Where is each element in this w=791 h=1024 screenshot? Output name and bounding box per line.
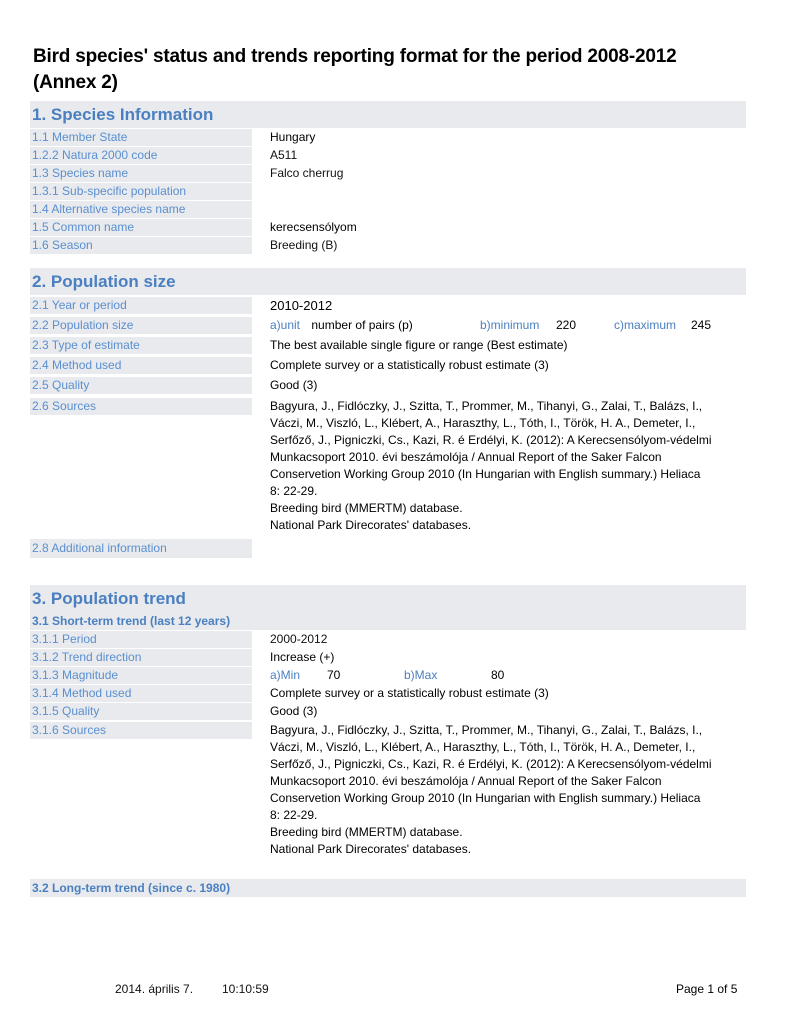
unit-key: a)unit bbox=[270, 318, 301, 332]
field-value: Increase (+) bbox=[270, 650, 335, 664]
field-label: 3.1.3 Magnitude bbox=[30, 667, 252, 684]
field-value: kerecsensólyom bbox=[270, 220, 357, 234]
maximum-value: 245 bbox=[691, 318, 712, 332]
field-label: 2.1 Year or period bbox=[30, 297, 252, 314]
maximum-key: c)maximum bbox=[614, 318, 676, 332]
field-label: 2.6 Sources bbox=[30, 398, 252, 415]
minimum-key: b)minimum bbox=[480, 318, 540, 332]
field-label: 1.3.1 Sub-specific population bbox=[30, 183, 252, 200]
footer-page-number: Page 1 of 5 bbox=[676, 982, 738, 996]
field-value: The best available single figure or range (Best estimate) bbox=[270, 338, 568, 352]
title-line-1: Bird species' status and trends reporting format for the period 2008-2012 bbox=[33, 46, 677, 67]
minimum-value: 220 bbox=[556, 318, 577, 332]
field-label: 3.1.4 Method used bbox=[30, 685, 252, 702]
field-label: 1.6 Season bbox=[30, 237, 252, 254]
sources-line: Breeding bird (MMERTM) database. bbox=[270, 825, 463, 839]
section-species-information: 1. Species Information bbox=[30, 101, 746, 128]
sources-line: Breeding bird (MMERTM) database. bbox=[270, 501, 463, 515]
min-value: 70 bbox=[327, 668, 341, 682]
min-key: a)Min bbox=[270, 668, 301, 682]
field-label: 1.5 Common name bbox=[30, 219, 252, 236]
max-key: b)Max bbox=[404, 668, 438, 682]
subsection-long-term-trend: 3.2 Long-term trend (since c. 1980) bbox=[30, 879, 746, 897]
field-label: 2.5 Quality bbox=[30, 377, 252, 394]
field-label: 1.4 Alternative species name bbox=[30, 201, 252, 218]
subsection-short-term-trend: 3.1 Short-term trend (last 12 years) bbox=[30, 612, 746, 630]
field-label: 3.1.2 Trend direction bbox=[30, 649, 252, 666]
field-label: 3.1.6 Sources bbox=[30, 722, 252, 739]
field-label: 1.1 Member State bbox=[30, 129, 252, 146]
sources-line: 8: 22-29. bbox=[270, 808, 318, 822]
sources-line: Bagyura, J., Fidlóczky, J., Szitta, T., Prommer, M., Tihanyi, G., Zalai, T., Balázs, I., bbox=[270, 723, 703, 737]
sources-text bbox=[270, 398, 742, 534]
footer-date: 2014. április 7. bbox=[115, 982, 194, 996]
field-label: 1.3 Species name bbox=[30, 165, 252, 182]
sources-line: Váczi, M., Viszló, L., Klébert, A., Haraszthy, L., Tóth, I., Török, H. A., Demeter, I., bbox=[270, 740, 696, 754]
document-title bbox=[33, 44, 753, 96]
field-label: 2.4 Method used bbox=[30, 357, 252, 374]
sources-line: Serfőző, J., Pigniczki, Cs., Kazi, R. é Erdélyi, K. (2012): A Kerecsensólyom-védelmi bbox=[270, 433, 712, 447]
field-value: Breeding (B) bbox=[270, 238, 338, 252]
field-label: 3.1.1 Period bbox=[30, 631, 252, 648]
field-value: Complete survey or a statistically robust estimate (3) bbox=[270, 358, 549, 372]
field-label: 2.3 Type of estimate bbox=[30, 337, 252, 354]
sources-line: Munkacsoport 2010. évi beszámolója / Annual Report of the Saker Falcon bbox=[270, 450, 662, 464]
sources-line: Conservetion Working Group 2010 (In Hungarian with English summary.) Heliaca bbox=[270, 791, 701, 805]
sources-line: Serfőző, J., Pigniczki, Cs., Kazi, R. é Erdélyi, K. (2012): A Kerecsensólyom-védelmi bbox=[270, 757, 712, 771]
sources-line: Váczi, M., Viszló, L., Klébert, A., Haraszthy, L., Tóth, I., Török, H. A., Demeter, I., bbox=[270, 416, 696, 430]
unit-value: number of pairs (p) bbox=[311, 318, 413, 332]
population-size-values bbox=[270, 317, 742, 334]
section-population-trend: 3. Population trend bbox=[30, 585, 746, 612]
magnitude-values bbox=[270, 667, 742, 684]
field-value: Falco cherrug bbox=[270, 166, 344, 180]
field-value: Good (3) bbox=[270, 704, 318, 718]
sources-line: Conservetion Working Group 2010 (In Hungarian with English summary.) Heliaca bbox=[270, 467, 701, 481]
field-value: Good (3) bbox=[270, 378, 318, 392]
footer-time: 10:10:59 bbox=[222, 982, 269, 996]
sources-line: National Park Direcorates' databases. bbox=[270, 518, 472, 532]
field-value: 2010-2012 bbox=[270, 298, 333, 313]
section-population-size: 2. Population size bbox=[30, 268, 746, 295]
title-line-2: (Annex 2) bbox=[33, 72, 118, 93]
sources-line: Munkacsoport 2010. évi beszámolója / Annual Report of the Saker Falcon bbox=[270, 774, 662, 788]
max-value: 80 bbox=[491, 668, 505, 682]
sources-text bbox=[270, 722, 742, 858]
sources-line: Bagyura, J., Fidlóczky, J., Szitta, T., Prommer, M., Tihanyi, G., Zalai, T., Balázs, I., bbox=[270, 399, 703, 413]
field-label: 1.2.2 Natura 2000 code bbox=[30, 147, 252, 164]
field-value: Complete survey or a statistically robust estimate (3) bbox=[270, 686, 549, 700]
sources-line: National Park Direcorates' databases. bbox=[270, 842, 472, 856]
field-value: Hungary bbox=[270, 130, 316, 144]
field-value: A511 bbox=[270, 148, 298, 162]
field-value: 2000-2012 bbox=[270, 632, 328, 646]
field-label: 2.8 Additional information bbox=[30, 539, 252, 558]
sources-line: 8: 22-29. bbox=[270, 484, 318, 498]
field-label: 2.2 Population size bbox=[30, 317, 252, 334]
field-label: 3.1.5 Quality bbox=[30, 703, 252, 720]
